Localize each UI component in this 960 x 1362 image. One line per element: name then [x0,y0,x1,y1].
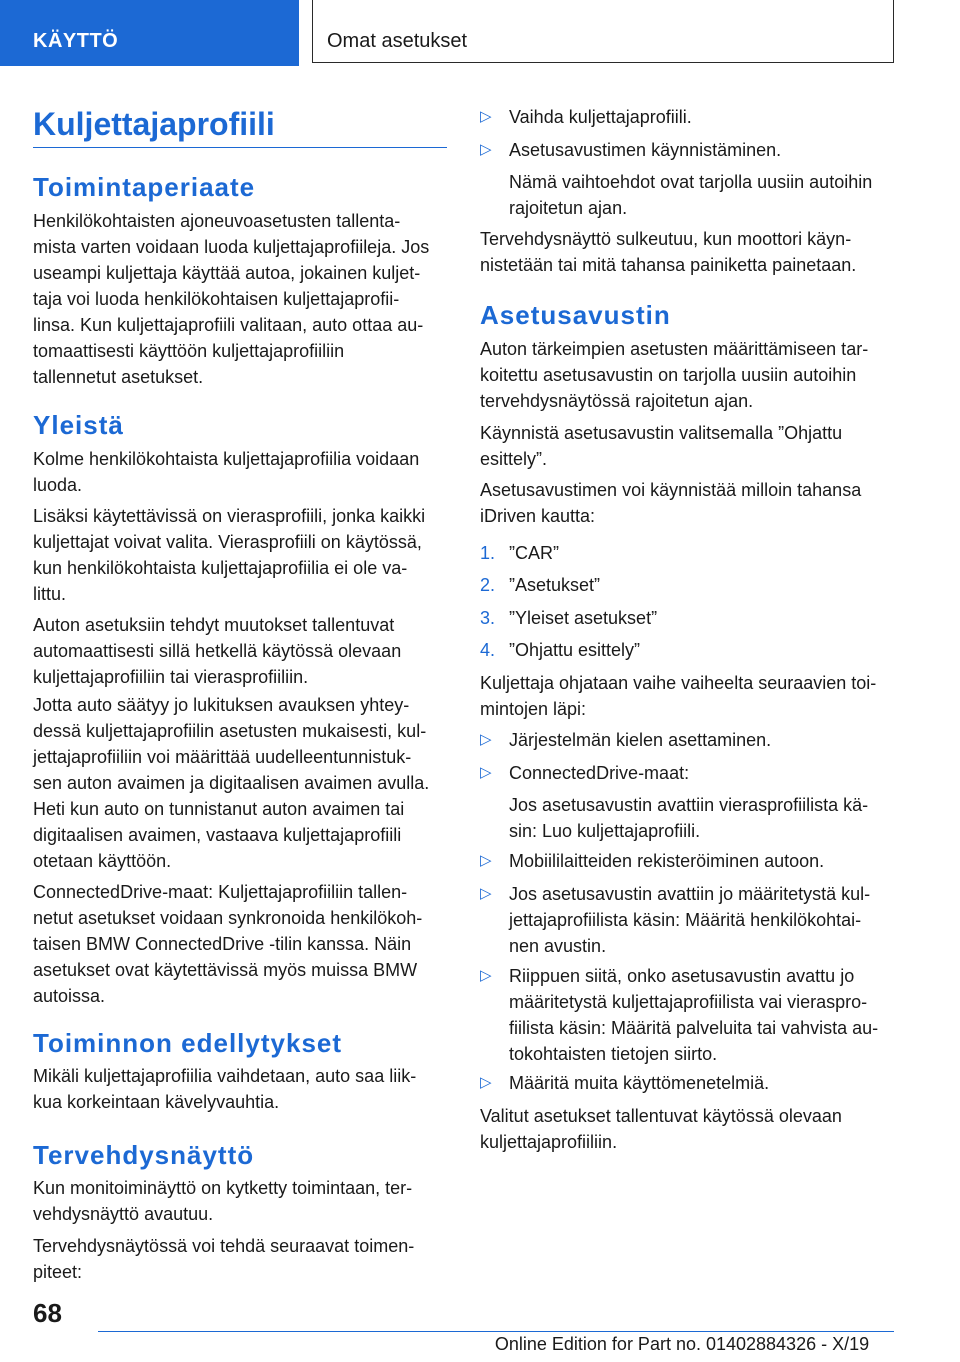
paragraph-asetusavustin-2 [480,420,842,472]
triangle-bullet-icon: ▷ [480,108,492,125]
heading-toimintaperiaate: Toimintaperiaate [33,172,256,202]
text-line: jettajaprofiiliin voi määrittää uudelleentunnistuk‐ [33,747,412,767]
text-line: Asetusavustimen voi käynnistää milloin tahansa [480,480,862,500]
text-line: esittely”. [480,449,548,469]
text-line: netut asetukset voidaan synkronoida henkilökoh‐ [33,908,423,928]
footer-edition: Online Edition for Part no. 01402884326 - X/19 [494,1334,870,1354]
text-line: littu. [33,584,67,604]
heading-yleista: Yleistä [33,410,124,440]
text-line: Kun monitoiminäyttö on kytketty toimintaan, ter‐ [33,1178,413,1198]
text-line: Auton tärkeimpien asetusten määrittämiseen tar‐ [480,339,869,359]
text-line: digitaalisen avaimen, vastaava kuljettajaprofiili [33,825,402,845]
text-line: Heti kun auto on tunnistanut auton avaimen tai [33,799,405,819]
text-line: Nämä vaihtoehdot ovat tarjolla uusiin autoihin [509,172,873,192]
paragraph-asetusavustin-3 [480,477,861,529]
text-line: sen auton avaimen ja digitaalisen avaimen avulla. [33,773,430,793]
paragraph-asetusavustin-4 [480,670,876,722]
text-line: piteet: [33,1262,83,1282]
section-tab: KÄYTTÖ [0,0,299,66]
text-line: kuljettajaprofiiliin. [480,1132,618,1152]
bullet-sub-note [509,792,868,844]
triangle-bullet-icon: ▷ [480,141,492,158]
text-line: Jos asetusavustin avattiin vierasprofiilista kä‐ [509,795,869,815]
step-number: 2. [480,575,496,595]
paragraph-close [480,226,856,278]
paragraph-tervehdys-1 [33,1175,412,1227]
paragraph-yleista-2 [33,503,425,607]
paragraph-tervehdys-2 [33,1233,414,1285]
paragraph-yleista-3 [33,612,401,690]
text-line: iDriven kautta: [480,506,596,526]
heading-tervehdysnaytto: Tervehdysnäyttö [33,1140,255,1170]
text-line: tomaattisesti käyttöön kuljettajaprofiiliin [33,341,345,361]
text-line: Valitut asetukset tallentuvat käytössä olevaan [480,1106,842,1126]
text-line: linsa. Kun kuljettajaprofiili valitaan, auto ottaa au‐ [33,315,424,335]
text-line: kun henkilökohtaista kuljettajaprofiilia ei ole va‐ [33,558,408,578]
text-line: asetukset ovat käytettävissä myös muissa BMW [33,960,418,980]
text-line: autoissa. [33,986,106,1006]
heading-asetusavustin: Asetusavustin [480,300,671,330]
text-line: taisen BMW ConnectedDrive -tilin kanssa. Näin [33,934,412,954]
text-line: useampi kuljettaja käyttää autoa, jokainen kuljet‐ [33,263,421,283]
text-line: Kolme henkilökohtaista kuljettajaprofiilia voidaan [33,449,420,469]
page-header [0,0,960,66]
text-line: tallennetut asetukset. [33,367,204,387]
paragraph-final [480,1103,842,1155]
text-line: Auton asetuksiin tehdyt muutokset tallentuvat [33,615,395,635]
paragraph-yleista-5 [33,879,422,1009]
text-line: mista varten voidaan luoda kuljettajaprofiileja. Jos [33,237,430,257]
text-line: automaattisesti sillä hetkellä käytössä olevaan [33,641,402,661]
paragraph-toimintaperiaate [33,208,429,390]
page-title: Kuljettajaprofiili [33,106,275,142]
text-line: tervehdysnäytössä rajoitetun ajan. [480,391,754,411]
triangle-bullet-icon: ▷ [480,885,492,902]
text-line: Henkilökohtaisten ajoneuvoasetusten tallenta‐ [33,211,401,231]
text-line: luoda. [33,475,83,495]
step-number: 4. [480,640,496,660]
bullet-sub-note [509,169,872,221]
paragraph-yleista-4 [33,692,429,874]
paragraph-asetusavustin-1 [480,336,868,414]
text-line: kua korkeintaan kävelyvauhtia. [33,1092,280,1112]
page-number: 68 [33,1298,62,1328]
paragraph-edellytykset [33,1063,416,1115]
step-number: 3. [480,608,496,628]
footer-divider [98,1331,894,1332]
text-line: taja voi luoda henkilökohtaisen kuljettajaprofii‐ [33,289,400,309]
triangle-bullet-icon: ▷ [480,852,492,869]
triangle-bullet-icon: ▷ [480,731,492,748]
triangle-bullet-icon: ▷ [480,764,492,781]
text-line: nen avustin. [509,936,607,956]
text-line: vehdysnäyttö avautuu. [33,1204,214,1224]
text-line: Kuljettaja ohjataan vaihe vaiheelta seuraavien toi‐ [480,673,877,693]
text-line: rajoitetun ajan. [509,198,628,218]
chapter-tab: Omat asetukset [312,0,894,63]
text-line: sin: Luo kuljettajaprofiili. [509,821,701,841]
text-line: Tervehdysnäyttö sulkeutuu, kun moottori käyn‐ [480,229,852,249]
text-line: koitettu asetusavustin on tarjolla uusiin autoihin [480,365,857,385]
text-line: Jotta auto säätyy jo lukituksen avauksen yhtey‐ [33,695,410,715]
title-divider [33,147,447,148]
text-line: tokohtaisten tietojen siirto. [509,1044,718,1064]
text-line: kuljettajat voivat valita. Vierasprofiili on käytössä, [33,532,422,552]
text-line: dessä kuljettajaprofiilin asetusten mukaisesti, kul‐ [33,721,427,741]
triangle-bullet-icon: ▷ [480,1074,492,1091]
text-line: nistetään tai mitä tahansa painiketta painetaan. [480,255,857,275]
text-line: Lisäksi käytettävissä on vierasprofiili, jonka kaikki [33,506,426,526]
triangle-bullet-icon: ▷ [480,967,492,984]
text-line: Riippuen siitä, onko asetusavustin avattu jo [509,966,855,986]
text-line: fiilista käsin: Määritä palveluita tai vahvista au‐ [509,1018,879,1038]
text-line: ConnectedDrive-maat: Kuljettajaprofiiliin tallen‐ [33,882,408,902]
text-line: otetaan käyttöön. [33,851,172,871]
paragraph-yleista-1 [33,446,419,498]
heading-edellytykset: Toiminnon edellytykset [33,1028,343,1058]
text-line: Tervehdysnäytössä voi tehdä seuraavat toimen‐ [33,1236,415,1256]
step-number: 1. [480,543,496,563]
text-line: Jos asetusavustin avattiin jo määritetystä kul‐ [509,884,871,904]
text-line: kuljettajaprofiiliin tai vierasprofiiliin. [33,667,309,687]
text-line: mintojen läpi: [480,699,587,719]
text-line: jettajaprofiilista käsin: Määritä henkilökohtai‐ [509,910,862,930]
text-line: Mikäli kuljettajaprofiilia vaihdetaan, auto saa liik‐ [33,1066,417,1086]
text-line: määritetystä kuljettajaprofiilista vai vieraspro‐ [509,992,868,1012]
text-line: Käynnistä asetusavustin valitsemalla ”Ohjattu [480,423,843,443]
